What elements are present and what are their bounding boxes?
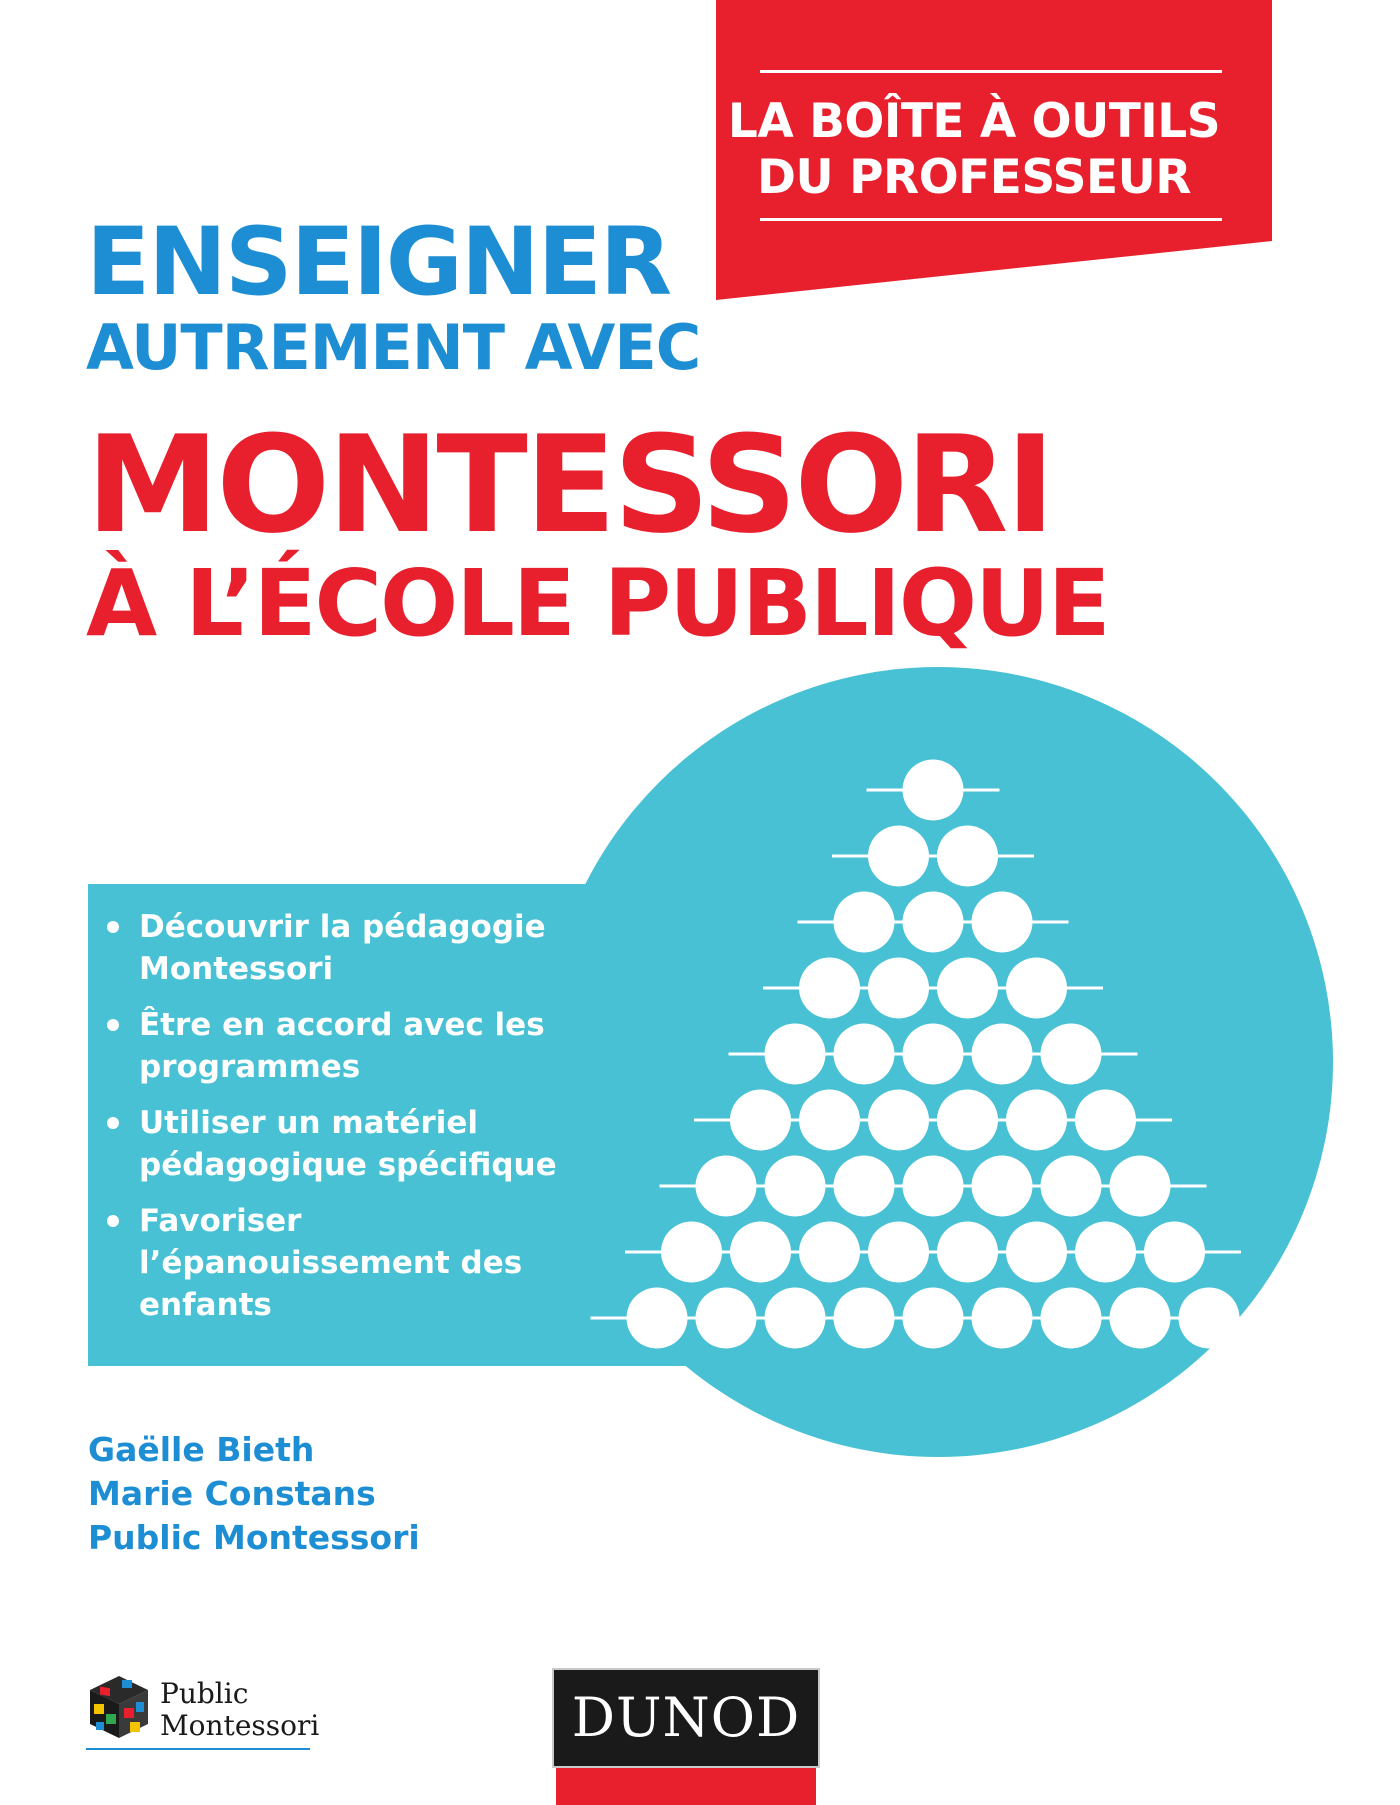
bead: [765, 1288, 826, 1349]
bead: [1041, 1156, 1102, 1217]
bead: [834, 892, 895, 953]
bead: [730, 1090, 791, 1151]
publisher-logo: [552, 1668, 820, 1768]
bead: [868, 958, 929, 1019]
bead: [765, 1156, 826, 1217]
bead: [868, 826, 929, 887]
bead: [972, 1288, 1033, 1349]
series-title-line-1: LA BOÎTE À OUTILS: [727, 94, 1221, 149]
bead: [627, 1288, 688, 1349]
bead: [834, 1024, 895, 1085]
bead: [799, 1222, 860, 1283]
bullet-text: Découvrir la pédagogie Montessori: [139, 909, 546, 987]
bead: [937, 826, 998, 887]
bead: [868, 1090, 929, 1151]
bullet-dot-icon: [107, 1215, 119, 1227]
publisher-stripe: [556, 1768, 816, 1805]
bead: [1041, 1288, 1102, 1349]
logo-underline: [86, 1748, 310, 1750]
bullet-item: [105, 1200, 575, 1326]
bead: [903, 1024, 964, 1085]
author-name: Public Montessori: [88, 1518, 420, 1557]
bullet-dot-icon: [107, 921, 119, 933]
bead: [937, 1222, 998, 1283]
bead: [799, 1090, 860, 1151]
bead: [696, 1156, 757, 1217]
author-name: Marie Constans: [88, 1474, 376, 1513]
bead: [696, 1288, 757, 1349]
title-line-autrement: AUTREMENT AVEC: [86, 311, 701, 384]
bead: [903, 892, 964, 953]
title-line-enseigner: ENSEIGNER: [86, 208, 671, 317]
bead: [799, 958, 860, 1019]
public-montessori-logo: [86, 1670, 320, 1752]
publisher-name: DUNOD: [571, 1686, 801, 1749]
bead: [937, 1090, 998, 1151]
bead: [1179, 1288, 1240, 1349]
bead: [730, 1222, 791, 1283]
bead: [903, 1156, 964, 1217]
bead: [868, 1222, 929, 1283]
bead: [972, 892, 1033, 953]
bead: [765, 1024, 826, 1085]
bead: [1144, 1222, 1205, 1283]
bead: [903, 1288, 964, 1349]
bead: [1006, 1090, 1067, 1151]
title-line-montessori: MONTESSORI: [86, 407, 1053, 563]
bullet-text: Favoriser l’épanouissement des enfants: [139, 1203, 523, 1323]
bead: [834, 1156, 895, 1217]
bullet-item: [105, 906, 575, 990]
author-list: [88, 1428, 420, 1560]
logo-text-public: Public: [160, 1677, 249, 1710]
bead: [661, 1222, 722, 1283]
bead: [1075, 1222, 1136, 1283]
bullet-text: Utiliser un matériel pédagogique spécifique: [139, 1105, 557, 1183]
bead: [1075, 1090, 1136, 1151]
bead: [1041, 1024, 1102, 1085]
bullet-dot-icon: [107, 1117, 119, 1129]
bullet-item: [105, 1004, 575, 1088]
bead: [834, 1288, 895, 1349]
bead: [903, 760, 964, 821]
author-name: Gaëlle Bieth: [88, 1430, 315, 1469]
title-line-ecole: À L’ÉCOLE PUBLIQUE: [86, 550, 1109, 657]
bead: [1006, 1222, 1067, 1283]
bead: [1110, 1156, 1171, 1217]
bullet-dot-icon: [107, 1019, 119, 1031]
feature-bullet-list: [105, 906, 575, 1340]
series-title-line-2: DU PROFESSEUR: [757, 150, 1191, 205]
bullet-item: [105, 1102, 575, 1186]
bullet-text: Être en accord avec les programmes: [139, 1007, 545, 1085]
bead: [972, 1156, 1033, 1217]
bead: [1006, 958, 1067, 1019]
bead: [972, 1024, 1033, 1085]
bead: [937, 958, 998, 1019]
logo-text-montessori: Montessori: [160, 1709, 320, 1742]
cube-logo-icon: [86, 1674, 152, 1740]
bead: [1110, 1288, 1171, 1349]
